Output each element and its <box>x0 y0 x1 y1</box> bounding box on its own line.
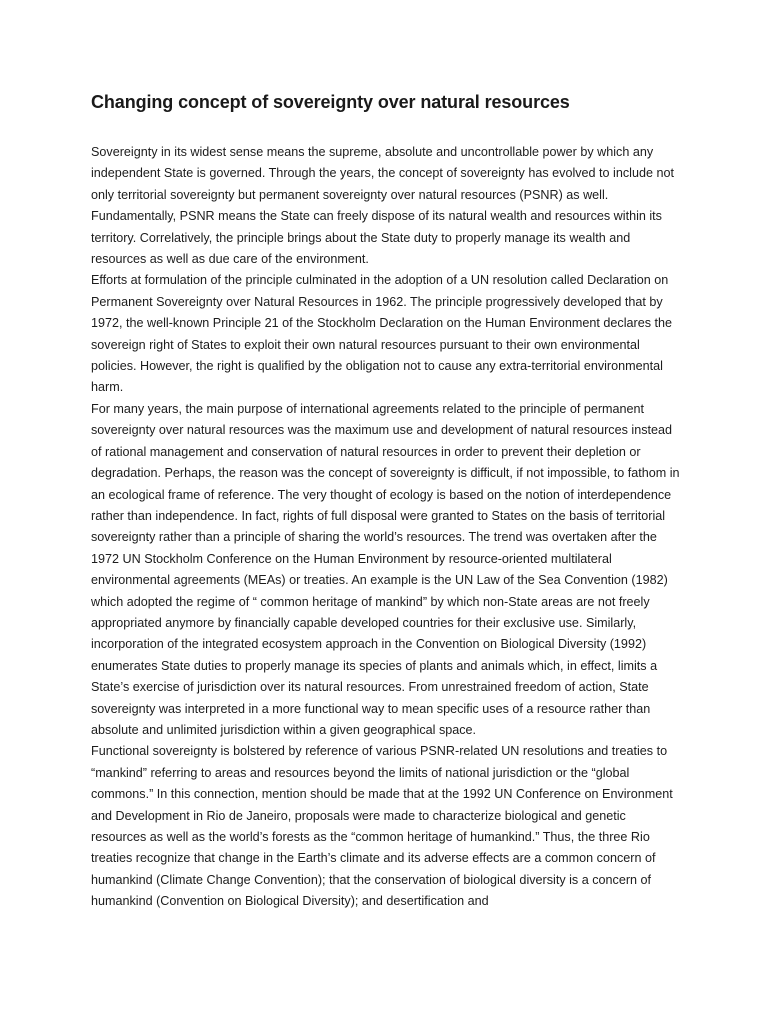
paragraph-1: Sovereignty in its widest sense means the supreme, absolute and uncontrollable power by which any independent State is governed. Through the years, the concept of sovereignty has evolved to include not only territorial sovereignty but permanent sovereignty over natural resources (PSNR) as well. Fundamentally, PSNR means the State can freely dispose of its natural wealth and resources within its territory. Correlatively, the principle brings about the State duty to properly manage its wealth and resources as well as due care of the environment. <box>91 145 674 267</box>
paragraph-3: For many years, the main purpose of international agreements related to the principle of permanent sovereignty over natural resources was the maximum use and development of natural resources instead of rational management and conservation of natural resources in order to prevent their depletion or degradation. Perhaps, the reason was the concept of sovereignty is difficult, if not impossible, to fathom in an ecological frame of reference. The very thought of ecology is based on the notion of interdependence rather than independence. In fact, rights of full disposal were granted to States on the basis of territorial sovereignty rather than a principle of sharing the world’s resources. The trend was overtaken after the 1972 UN Stockholm Conference on the Human Environment by resource-oriented multilateral environmental agreements (MEAs) or treaties. An example is the UN Law of the Sea Convention (1982) which adopted the regime of “ common heritage of mankind” by which non-State areas are not freely appropriated anymore by financially capable developed countries for their exclusive use. Similarly, incorporation of the integrated ecosystem approach in the Convention on Biological Diversity (1992) enumerates State duties to properly manage its species of plants and animals which, in effect, limits a State’s exercise of jurisdiction over its natural resources. From unrestrained freedom of action, State sovereignty was interpreted in a more functional way to mean specific uses of a resource rather than absolute and unlimited jurisdiction within a given geographical space. <box>91 401 680 737</box>
document-body <box>91 142 681 913</box>
paragraph-2: Efforts at formulation of the principle culminated in the adoption of a UN resolution called Declaration on Permanent Sovereignty over Natural Resources in 1962. The principle progressively developed that by 1972, the well-known Principle 21 of the Stockholm Declaration on the Human Environment declares the sovereign right of States to exploit their own natural resources pursuant to their own environmental policies. However, the right is qualified by the obligation not to cause any extra-territorial environmental harm. <box>91 273 673 395</box>
paragraph-4: Functional sovereignty is bolstered by reference of various PSNR-related UN resolutions and treaties to “mankind” referring to areas and resources beyond the limits of national jurisdiction or the “global commons.” In this connection, mention should be made that at the 1992 UN Conference on Environment and Development in Rio de Janeiro, proposals were made to characterize biological and genetic resources as well as the world’s forests as the “common heritage of humankind.” Thus, the three Rio treaties recognize that change in the Earth’s climate and its adverse effects are a common concern of humankind (Climate Change Convention); that the conservation of biological diversity is a concern of humankind (Convention on Biological Diversity); and desertification and <box>91 744 673 909</box>
document-title: Changing concept of sovereignty over natural resources <box>91 92 570 112</box>
